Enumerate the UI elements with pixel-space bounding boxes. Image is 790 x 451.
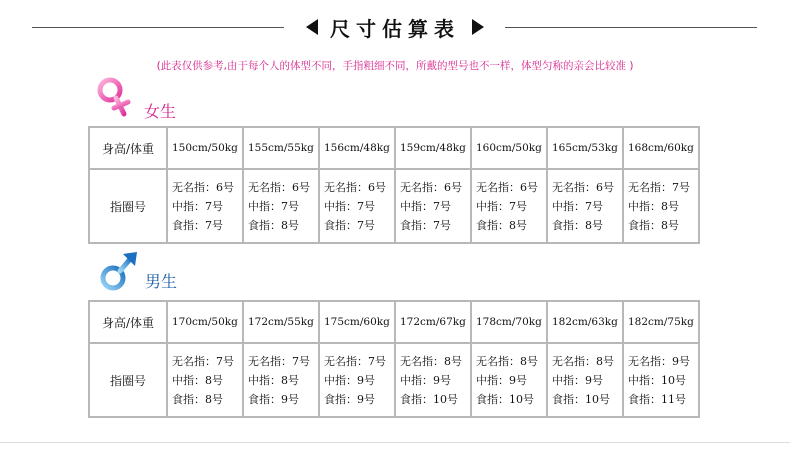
middle-finger-size: 中指：7号 — [400, 199, 451, 213]
title-divider-right — [505, 27, 757, 28]
index-finger-size: 食指：10号 — [400, 392, 458, 406]
ring-size-cell — [319, 343, 395, 417]
male-height-weight-row — [89, 301, 699, 343]
index-finger-size: 食指：8号 — [172, 392, 223, 406]
middle-finger-size: 中指：7号 — [172, 199, 223, 213]
height-weight-cell: 150cm/50kg — [167, 127, 243, 169]
height-weight-cell: 159cm/48kg — [395, 127, 471, 169]
middle-finger-size: 中指：10号 — [628, 373, 686, 387]
ring-size-cell — [395, 343, 471, 417]
middle-finger-size: 中指：9号 — [400, 373, 451, 387]
female-section-header — [92, 76, 176, 124]
male-size-table — [88, 300, 700, 418]
index-finger-size: 食指：8号 — [628, 218, 679, 232]
male-section-header — [97, 248, 177, 294]
middle-finger-size: 中指：7号 — [324, 199, 375, 213]
index-finger-size: 食指：7号 — [400, 218, 451, 232]
middle-finger-size: 中指：7号 — [552, 199, 603, 213]
height-weight-cell: 160cm/50kg — [471, 127, 547, 169]
ring-size-cell — [243, 343, 319, 417]
index-finger-size: 食指：8号 — [248, 218, 299, 232]
female-ring-size-row — [89, 169, 699, 243]
height-weight-cell: 170cm/50kg — [167, 301, 243, 343]
middle-finger-size: 中指：8号 — [172, 373, 223, 387]
title-bar — [0, 12, 790, 42]
ring-finger-size: 无名指：7号 — [248, 354, 310, 368]
disclaimer-note: (此表仅供参考,由于每个人的体型不同，手指粗细不同，所戴的型号也不一样，体型匀称的亲会比较准 ) — [156, 60, 634, 72]
ring-finger-size: 无名指：7号 — [628, 180, 690, 194]
ring-size-cell — [471, 343, 547, 417]
bottom-divider — [0, 442, 790, 443]
ring-finger-size: 无名指：7号 — [172, 354, 234, 368]
ring-size-cell — [623, 169, 699, 243]
ring-size-cell — [395, 169, 471, 243]
row-header-ring-size: 指圈号 — [89, 169, 167, 243]
ring-size-cell — [623, 343, 699, 417]
male-section-label: 男生 — [145, 272, 178, 291]
row-header-ring-size: 指圈号 — [89, 343, 167, 417]
height-weight-cell: 175cm/60kg — [319, 301, 395, 343]
middle-finger-size: 中指：9号 — [476, 373, 527, 387]
triangle-right-icon — [472, 19, 484, 35]
female-height-weight-row — [89, 127, 699, 169]
ring-size-cell — [547, 343, 623, 417]
middle-finger-size: 中指：7号 — [476, 199, 527, 213]
height-weight-cell: 178cm/70kg — [471, 301, 547, 343]
male-ring-size-row — [89, 343, 699, 417]
height-weight-cell: 165cm/53kg — [547, 127, 623, 169]
title-divider-left — [32, 27, 284, 28]
height-weight-cell: 168cm/60kg — [623, 127, 699, 169]
ring-finger-size: 无名指：6号 — [248, 180, 310, 194]
triangle-left-icon — [306, 19, 318, 35]
ring-finger-size: 无名指：6号 — [476, 180, 538, 194]
female-section-label: 女生 — [144, 102, 177, 121]
title-box — [290, 12, 500, 42]
index-finger-size: 食指：8号 — [552, 218, 603, 232]
ring-finger-size: 无名指：8号 — [552, 354, 614, 368]
height-weight-cell: 182cm/63kg — [547, 301, 623, 343]
ring-size-cell — [547, 169, 623, 243]
ring-size-cell — [319, 169, 395, 243]
height-weight-cell: 182cm/75kg — [623, 301, 699, 343]
height-weight-cell: 156cm/48kg — [319, 127, 395, 169]
ring-finger-size: 无名指：7号 — [324, 354, 386, 368]
ring-finger-size: 无名指：6号 — [552, 180, 614, 194]
index-finger-size: 食指：11号 — [628, 392, 686, 406]
index-finger-size: 食指：8号 — [476, 218, 527, 232]
male-symbol-icon — [97, 248, 141, 294]
ring-finger-size: 无名指：6号 — [324, 180, 386, 194]
ring-size-cell — [167, 343, 243, 417]
middle-finger-size: 中指：8号 — [628, 199, 679, 213]
middle-finger-size: 中指：8号 — [248, 373, 299, 387]
height-weight-cell: 172cm/55kg — [243, 301, 319, 343]
height-weight-cell: 172cm/67kg — [395, 301, 471, 343]
index-finger-size: 食指：9号 — [248, 392, 299, 406]
middle-finger-size: 中指：9号 — [552, 373, 603, 387]
ring-size-cell — [471, 169, 547, 243]
ring-finger-size: 无名指：8号 — [400, 354, 462, 368]
index-finger-size: 食指：10号 — [552, 392, 610, 406]
page-title: 尺寸估算表 — [330, 16, 460, 41]
row-header-height-weight: 身高/体重 — [89, 301, 167, 343]
index-finger-size: 食指：10号 — [476, 392, 534, 406]
ring-finger-size: 无名指：6号 — [400, 180, 462, 194]
index-finger-size: 食指：9号 — [324, 392, 375, 406]
middle-finger-size: 中指：9号 — [324, 373, 375, 387]
row-header-height-weight: 身高/体重 — [89, 127, 167, 169]
middle-finger-size: 中指：7号 — [248, 199, 299, 213]
ring-finger-size: 无名指：8号 — [476, 354, 538, 368]
ring-size-cell — [167, 169, 243, 243]
ring-finger-size: 无名指：9号 — [628, 354, 690, 368]
female-symbol-icon — [92, 76, 140, 124]
ring-finger-size: 无名指：6号 — [172, 180, 234, 194]
index-finger-size: 食指：7号 — [172, 218, 223, 232]
index-finger-size: 食指：7号 — [324, 218, 375, 232]
ring-size-cell — [243, 169, 319, 243]
height-weight-cell: 155cm/55kg — [243, 127, 319, 169]
female-size-table — [88, 126, 700, 244]
